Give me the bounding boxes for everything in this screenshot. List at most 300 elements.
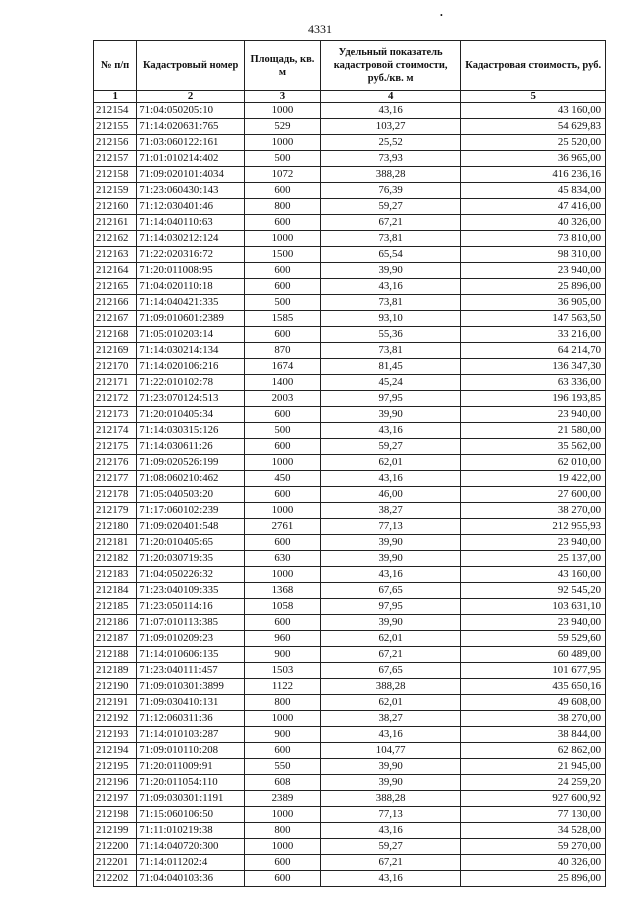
cadastral-value-cell: 23 940,00: [461, 615, 606, 631]
row-number-cell: 212190: [94, 679, 137, 695]
table-row: [94, 311, 606, 327]
table-row: [94, 759, 606, 775]
row-number-cell: 212201: [94, 855, 137, 871]
area-cell: 900: [244, 727, 320, 743]
cadastral-number-cell: 71:08:060210:462: [137, 471, 245, 487]
unit-value-cell: 93,10: [320, 311, 460, 327]
cadastral-value-cell: 25 896,00: [461, 871, 606, 887]
table-row: [94, 455, 606, 471]
row-number-cell: 212176: [94, 455, 137, 471]
unit-value-cell: 39,90: [320, 615, 460, 631]
area-cell: 600: [244, 535, 320, 551]
cadastral-value-cell: 38 270,00: [461, 711, 606, 727]
unit-value-cell: 38,27: [320, 503, 460, 519]
cadastral-number-cell: 71:09:010301:3899: [137, 679, 245, 695]
area-cell: 800: [244, 199, 320, 215]
row-number-cell: 212174: [94, 423, 137, 439]
cadastral-value-cell: 25 896,00: [461, 279, 606, 295]
row-number-cell: 212170: [94, 359, 137, 375]
row-number-cell: 212189: [94, 663, 137, 679]
table-row: [94, 407, 606, 423]
area-cell: 1000: [244, 503, 320, 519]
area-cell: 870: [244, 343, 320, 359]
area-cell: 1000: [244, 807, 320, 823]
unit-value-cell: 39,90: [320, 407, 460, 423]
row-number-cell: 212187: [94, 631, 137, 647]
unit-value-cell: 45,24: [320, 375, 460, 391]
unit-value-cell: 43,16: [320, 727, 460, 743]
table-row: [94, 183, 606, 199]
area-cell: 600: [244, 183, 320, 199]
cadastral-value-cell: 33 216,00: [461, 327, 606, 343]
cadastral-number-cell: 71:20:030719:35: [137, 551, 245, 567]
area-cell: 1674: [244, 359, 320, 375]
row-number-cell: 212192: [94, 711, 137, 727]
cadastral-value-cell: 62 010,00: [461, 455, 606, 471]
header-cadastral-value: Кадастровая стоимость, руб.: [461, 41, 606, 91]
table-row: [94, 295, 606, 311]
cadastral-value-cell: 64 214,70: [461, 343, 606, 359]
area-cell: 600: [244, 871, 320, 887]
cadastral-number-cell: 71:05:040503:20: [137, 487, 245, 503]
header-row-number: № п/п: [94, 41, 137, 91]
row-number-cell: 212168: [94, 327, 137, 343]
unit-value-cell: 65,54: [320, 247, 460, 263]
area-cell: 900: [244, 647, 320, 663]
cadastral-value-cell: 40 326,00: [461, 215, 606, 231]
area-cell: 1368: [244, 583, 320, 599]
cadastral-value-cell: 101 677,95: [461, 663, 606, 679]
header-row: [94, 41, 606, 91]
cadastral-number-cell: 71:23:050114:16: [137, 599, 245, 615]
row-number-cell: 212199: [94, 823, 137, 839]
row-number-cell: 212157: [94, 151, 137, 167]
table-row: [94, 583, 606, 599]
row-number-cell: 212167: [94, 311, 137, 327]
cadastral-number-cell: 71:04:050205:10: [137, 103, 245, 119]
table-row: [94, 103, 606, 119]
area-cell: 600: [244, 327, 320, 343]
unit-value-cell: 43,16: [320, 103, 460, 119]
cadastral-value-cell: 98 310,00: [461, 247, 606, 263]
table-row: [94, 375, 606, 391]
unit-value-cell: 39,90: [320, 535, 460, 551]
cadastral-number-cell: 71:14:040110:63: [137, 215, 245, 231]
cadastral-number-cell: 71:14:020631:765: [137, 119, 245, 135]
row-number-cell: 212178: [94, 487, 137, 503]
column-number: 4: [320, 91, 460, 103]
table-row: [94, 119, 606, 135]
header-cadastral-number: Кадастровый номер: [137, 41, 245, 91]
cadastral-number-cell: 71:20:011009:91: [137, 759, 245, 775]
table-row: [94, 359, 606, 375]
column-number: 1: [94, 91, 137, 103]
unit-value-cell: 73,81: [320, 295, 460, 311]
cadastral-value-cell: 54 629,83: [461, 119, 606, 135]
unit-value-cell: 59,27: [320, 199, 460, 215]
cadastral-number-cell: 71:17:060102:239: [137, 503, 245, 519]
cadastral-number-cell: 71:14:020106:216: [137, 359, 245, 375]
area-cell: 1000: [244, 711, 320, 727]
unit-value-cell: 46,00: [320, 487, 460, 503]
column-number-row: [94, 91, 606, 103]
row-number-cell: 212180: [94, 519, 137, 535]
cadastral-value-cell: 23 940,00: [461, 263, 606, 279]
area-cell: 960: [244, 631, 320, 647]
cadastral-value-cell: 59 270,00: [461, 839, 606, 855]
unit-value-cell: 43,16: [320, 871, 460, 887]
cadastral-number-cell: 71:23:070124:513: [137, 391, 245, 407]
cadastral-value-table: [93, 40, 606, 887]
unit-value-cell: 67,21: [320, 647, 460, 663]
area-cell: 630: [244, 551, 320, 567]
unit-value-cell: 103,27: [320, 119, 460, 135]
unit-value-cell: 104,77: [320, 743, 460, 759]
area-cell: 500: [244, 423, 320, 439]
cadastral-table-container: [93, 40, 606, 887]
cadastral-value-cell: 27 600,00: [461, 487, 606, 503]
unit-value-cell: 43,16: [320, 279, 460, 295]
table-row: [94, 247, 606, 263]
cadastral-number-cell: 71:04:020110:18: [137, 279, 245, 295]
cadastral-number-cell: 71:09:010209:23: [137, 631, 245, 647]
unit-value-cell: 73,93: [320, 151, 460, 167]
unit-value-cell: 388,28: [320, 167, 460, 183]
area-cell: 1058: [244, 599, 320, 615]
cadastral-value-cell: 45 834,00: [461, 183, 606, 199]
row-number-cell: 212166: [94, 295, 137, 311]
cadastral-number-cell: 71:01:010214:402: [137, 151, 245, 167]
table-row: [94, 631, 606, 647]
cadastral-number-cell: 71:15:060106:50: [137, 807, 245, 823]
table-row: [94, 391, 606, 407]
area-cell: 600: [244, 855, 320, 871]
unit-value-cell: 59,27: [320, 839, 460, 855]
unit-value-cell: 76,39: [320, 183, 460, 199]
row-number-cell: 212198: [94, 807, 137, 823]
area-cell: 600: [244, 743, 320, 759]
row-number-cell: 212169: [94, 343, 137, 359]
area-cell: 608: [244, 775, 320, 791]
cadastral-number-cell: 71:04:050226:32: [137, 567, 245, 583]
cadastral-number-cell: 71:14:030214:134: [137, 343, 245, 359]
row-number-cell: 212165: [94, 279, 137, 295]
area-cell: 1072: [244, 167, 320, 183]
column-number: 3: [244, 91, 320, 103]
unit-value-cell: 59,27: [320, 439, 460, 455]
table-row: [94, 423, 606, 439]
cadastral-number-cell: 71:14:040421:335: [137, 295, 245, 311]
cadastral-number-cell: 71:20:010405:34: [137, 407, 245, 423]
table-row: [94, 327, 606, 343]
row-number-cell: 212185: [94, 599, 137, 615]
row-number-cell: 212202: [94, 871, 137, 887]
cadastral-value-cell: 927 600,92: [461, 791, 606, 807]
cadastral-value-cell: 36 905,00: [461, 295, 606, 311]
cadastral-number-cell: 71:14:030315:126: [137, 423, 245, 439]
column-number: 5: [461, 91, 606, 103]
cadastral-number-cell: 71:14:010103:287: [137, 727, 245, 743]
cadastral-number-cell: 71:14:011202:4: [137, 855, 245, 871]
unit-value-cell: 43,16: [320, 823, 460, 839]
table-row: [94, 791, 606, 807]
cadastral-number-cell: 71:09:030301:1191: [137, 791, 245, 807]
row-number-cell: 212173: [94, 407, 137, 423]
unit-value-cell: 39,90: [320, 551, 460, 567]
area-cell: 2389: [244, 791, 320, 807]
cadastral-number-cell: 71:20:011008:95: [137, 263, 245, 279]
area-cell: 1000: [244, 135, 320, 151]
row-number-cell: 212196: [94, 775, 137, 791]
row-number-cell: 212163: [94, 247, 137, 263]
cadastral-number-cell: 71:22:010102:78: [137, 375, 245, 391]
cadastral-value-cell: 416 236,16: [461, 167, 606, 183]
cadastral-value-cell: 103 631,10: [461, 599, 606, 615]
table-row: [94, 647, 606, 663]
area-cell: 450: [244, 471, 320, 487]
row-number-cell: 212194: [94, 743, 137, 759]
row-number-cell: 212197: [94, 791, 137, 807]
unit-value-cell: 43,16: [320, 423, 460, 439]
row-number-cell: 212154: [94, 103, 137, 119]
area-cell: 600: [244, 263, 320, 279]
row-number-cell: 212160: [94, 199, 137, 215]
unit-value-cell: 77,13: [320, 519, 460, 535]
area-cell: 600: [244, 407, 320, 423]
cadastral-value-cell: 38 270,00: [461, 503, 606, 519]
table-row: [94, 551, 606, 567]
area-cell: 2003: [244, 391, 320, 407]
cadastral-value-cell: 73 810,00: [461, 231, 606, 247]
table-row: [94, 871, 606, 887]
table-row: [94, 487, 606, 503]
unit-value-cell: 73,81: [320, 231, 460, 247]
cadastral-number-cell: 71:09:020401:548: [137, 519, 245, 535]
area-cell: 1585: [244, 311, 320, 327]
cadastral-value-cell: 59 529,60: [461, 631, 606, 647]
row-number-cell: 212179: [94, 503, 137, 519]
table-row: [94, 343, 606, 359]
area-cell: 1503: [244, 663, 320, 679]
row-number-cell: 212183: [94, 567, 137, 583]
table-row: [94, 823, 606, 839]
area-cell: 600: [244, 439, 320, 455]
row-number-cell: 212184: [94, 583, 137, 599]
row-number-cell: 212186: [94, 615, 137, 631]
unit-value-cell: 43,16: [320, 471, 460, 487]
area-cell: 600: [244, 615, 320, 631]
area-cell: 500: [244, 151, 320, 167]
table-row: [94, 503, 606, 519]
cadastral-value-cell: 62 862,00: [461, 743, 606, 759]
cadastral-number-cell: 71:12:030401:46: [137, 199, 245, 215]
area-cell: 1000: [244, 455, 320, 471]
unit-value-cell: 388,28: [320, 679, 460, 695]
cadastral-number-cell: 71:09:020526:199: [137, 455, 245, 471]
unit-value-cell: 62,01: [320, 631, 460, 647]
table-row: [94, 231, 606, 247]
row-number-cell: 212188: [94, 647, 137, 663]
row-number-cell: 212182: [94, 551, 137, 567]
unit-value-cell: 39,90: [320, 775, 460, 791]
cadastral-number-cell: 71:07:010113:385: [137, 615, 245, 631]
table-row: [94, 615, 606, 631]
cadastral-number-cell: 71:14:030611:26: [137, 439, 245, 455]
unit-value-cell: 39,90: [320, 759, 460, 775]
unit-value-cell: 77,13: [320, 807, 460, 823]
table-row: [94, 743, 606, 759]
row-number-cell: 212161: [94, 215, 137, 231]
cadastral-value-cell: 49 608,00: [461, 695, 606, 711]
area-cell: 550: [244, 759, 320, 775]
table-row: [94, 807, 606, 823]
table-row: [94, 855, 606, 871]
table-row: [94, 599, 606, 615]
cadastral-number-cell: 71:09:030410:131: [137, 695, 245, 711]
table-row: [94, 471, 606, 487]
cadastral-value-cell: 47 416,00: [461, 199, 606, 215]
cadastral-value-cell: 34 528,00: [461, 823, 606, 839]
row-number-cell: 212158: [94, 167, 137, 183]
row-number-cell: 212175: [94, 439, 137, 455]
unit-value-cell: 67,65: [320, 583, 460, 599]
area-cell: 1000: [244, 567, 320, 583]
area-cell: 600: [244, 215, 320, 231]
table-row: [94, 167, 606, 183]
cadastral-number-cell: 71:23:040111:457: [137, 663, 245, 679]
cadastral-value-cell: 19 422,00: [461, 471, 606, 487]
area-cell: 1400: [244, 375, 320, 391]
cadastral-value-cell: 92 545,20: [461, 583, 606, 599]
unit-value-cell: 73,81: [320, 343, 460, 359]
unit-value-cell: 62,01: [320, 455, 460, 471]
page-number: 4331: [308, 22, 332, 36]
unit-value-cell: 43,16: [320, 567, 460, 583]
header-unit-value: Удельный показатель кадастровой стоимости, руб./кв. м: [320, 41, 460, 91]
cadastral-value-cell: 23 940,00: [461, 535, 606, 551]
table-row: [94, 839, 606, 855]
area-cell: 1000: [244, 839, 320, 855]
area-cell: 1122: [244, 679, 320, 695]
unit-value-cell: 62,01: [320, 695, 460, 711]
cadastral-number-cell: 71:20:010405:65: [137, 535, 245, 551]
row-number-cell: 212155: [94, 119, 137, 135]
area-cell: 1000: [244, 103, 320, 119]
table-row: [94, 519, 606, 535]
cadastral-value-cell: 21 945,00: [461, 759, 606, 775]
cadastral-number-cell: 71:14:040720:300: [137, 839, 245, 855]
table-row: [94, 727, 606, 743]
scan-speck: •: [440, 11, 443, 20]
cadastral-value-cell: 40 326,00: [461, 855, 606, 871]
cadastral-value-cell: 36 965,00: [461, 151, 606, 167]
table-row: [94, 663, 606, 679]
cadastral-value-cell: 63 336,00: [461, 375, 606, 391]
table-row: [94, 135, 606, 151]
header-area: Площадь, кв. м: [244, 41, 320, 91]
table-row: [94, 279, 606, 295]
row-number-cell: 212171: [94, 375, 137, 391]
area-cell: 1000: [244, 231, 320, 247]
table-row: [94, 151, 606, 167]
unit-value-cell: 81,45: [320, 359, 460, 375]
cadastral-value-cell: 35 562,00: [461, 439, 606, 455]
cadastral-number-cell: 71:22:020316:72: [137, 247, 245, 263]
unit-value-cell: 55,36: [320, 327, 460, 343]
unit-value-cell: 67,21: [320, 215, 460, 231]
unit-value-cell: 39,90: [320, 263, 460, 279]
area-cell: 1500: [244, 247, 320, 263]
unit-value-cell: 25,52: [320, 135, 460, 151]
unit-value-cell: 97,95: [320, 391, 460, 407]
row-number-cell: 212181: [94, 535, 137, 551]
unit-value-cell: 67,21: [320, 855, 460, 871]
cadastral-value-cell: 77 130,00: [461, 807, 606, 823]
cadastral-value-cell: 60 489,00: [461, 647, 606, 663]
area-cell: 2761: [244, 519, 320, 535]
cadastral-value-cell: 23 940,00: [461, 407, 606, 423]
cadastral-value-cell: 25 520,00: [461, 135, 606, 151]
cadastral-value-cell: 21 580,00: [461, 423, 606, 439]
cadastral-value-cell: 212 955,93: [461, 519, 606, 535]
unit-value-cell: 97,95: [320, 599, 460, 615]
row-number-cell: 212200: [94, 839, 137, 855]
table-row: [94, 535, 606, 551]
cadastral-value-cell: 435 650,16: [461, 679, 606, 695]
row-number-cell: 212172: [94, 391, 137, 407]
row-number-cell: 212177: [94, 471, 137, 487]
table-body: [94, 103, 606, 887]
row-number-cell: 212162: [94, 231, 137, 247]
cadastral-value-cell: 43 160,00: [461, 103, 606, 119]
table-row: [94, 439, 606, 455]
cadastral-number-cell: 71:04:040103:36: [137, 871, 245, 887]
area-cell: 600: [244, 487, 320, 503]
cadastral-number-cell: 71:03:060122:161: [137, 135, 245, 151]
row-number-cell: 212195: [94, 759, 137, 775]
cadastral-number-cell: 71:11:010219:38: [137, 823, 245, 839]
cadastral-value-cell: 196 193,85: [461, 391, 606, 407]
cadastral-number-cell: 71:09:010110:208: [137, 743, 245, 759]
table-row: [94, 711, 606, 727]
cadastral-number-cell: 71:09:010601:2389: [137, 311, 245, 327]
cadastral-number-cell: 71:14:010606:135: [137, 647, 245, 663]
cadastral-value-cell: 136 347,30: [461, 359, 606, 375]
column-number: 2: [137, 91, 245, 103]
table-row: [94, 215, 606, 231]
table-row: [94, 775, 606, 791]
cadastral-number-cell: 71:12:060311:36: [137, 711, 245, 727]
area-cell: 529: [244, 119, 320, 135]
area-cell: 500: [244, 295, 320, 311]
cadastral-value-cell: 24 259,20: [461, 775, 606, 791]
cadastral-number-cell: 71:23:040109:335: [137, 583, 245, 599]
table-row: [94, 263, 606, 279]
cadastral-number-cell: 71:14:030212:124: [137, 231, 245, 247]
cadastral-number-cell: 71:09:020101:4034: [137, 167, 245, 183]
table-row: [94, 679, 606, 695]
table-row: [94, 695, 606, 711]
cadastral-value-cell: 147 563,50: [461, 311, 606, 327]
area-cell: 600: [244, 279, 320, 295]
row-number-cell: 212193: [94, 727, 137, 743]
unit-value-cell: 388,28: [320, 791, 460, 807]
cadastral-number-cell: 71:20:011054:110: [137, 775, 245, 791]
unit-value-cell: 67,65: [320, 663, 460, 679]
cadastral-value-cell: 43 160,00: [461, 567, 606, 583]
table-row: [94, 567, 606, 583]
row-number-cell: 212164: [94, 263, 137, 279]
